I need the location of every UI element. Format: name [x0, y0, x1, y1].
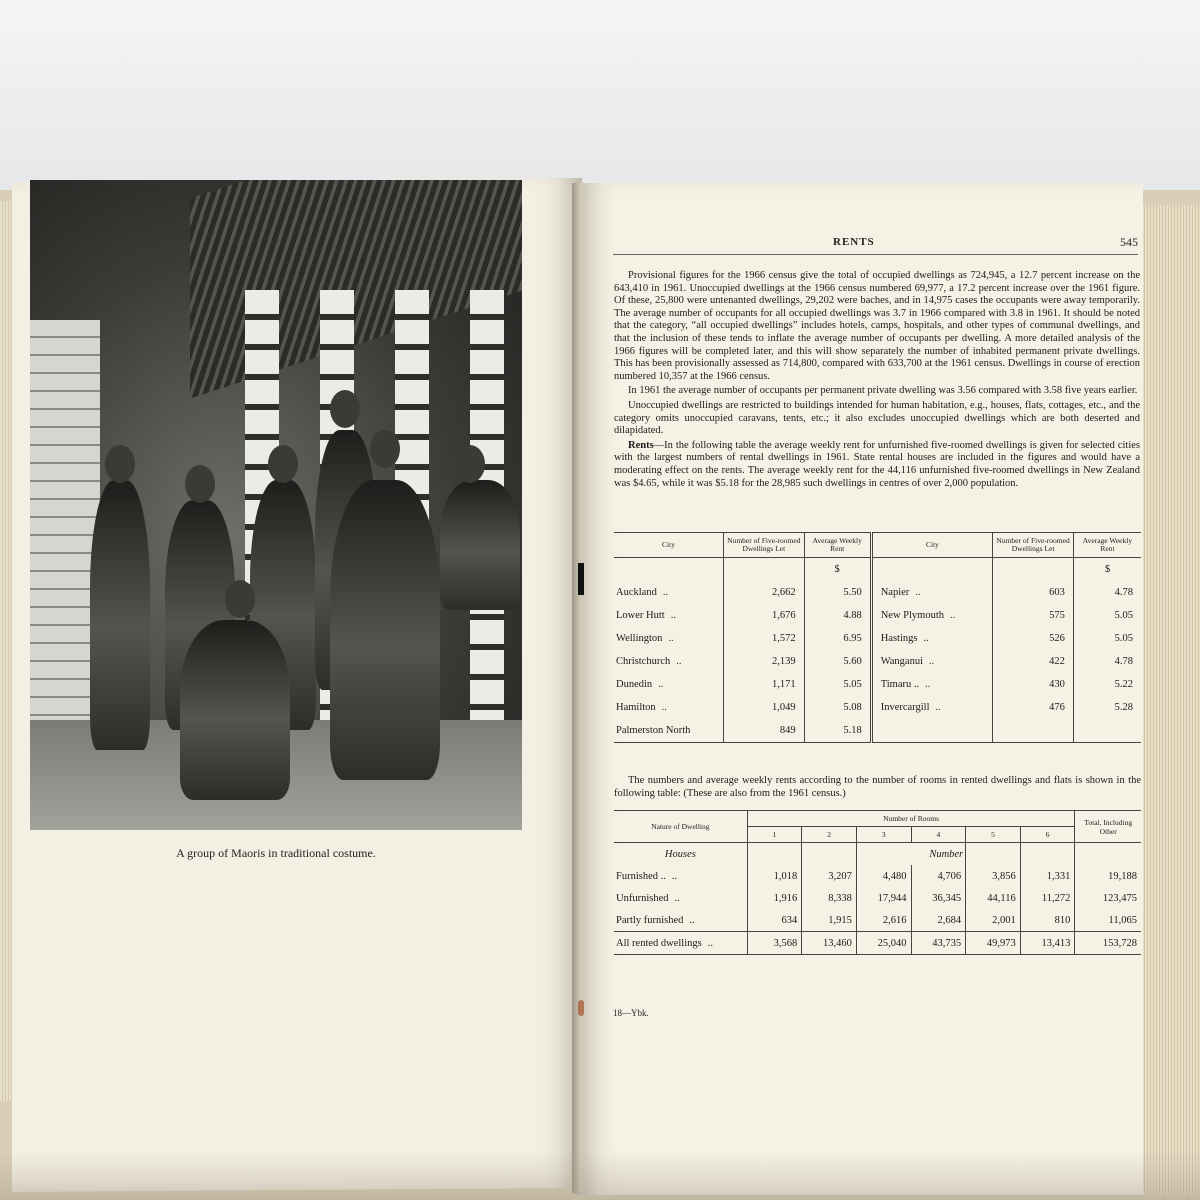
unit-label: $: [804, 558, 871, 582]
room-count: 8,338: [802, 887, 857, 909]
rent-table-row: [614, 604, 1141, 627]
city-cell: [614, 650, 723, 673]
person-head: [185, 465, 215, 503]
rent-table-row: [614, 719, 1141, 743]
weekly-rent: 4.78: [1073, 650, 1141, 673]
room-count: 19,188: [1075, 865, 1141, 887]
room-count: 634: [747, 909, 802, 932]
leader-dots: ..: [915, 587, 921, 598]
city-name: Hastings: [880, 633, 918, 644]
body-text: [614, 270, 1140, 492]
room-count: 13,413: [1020, 932, 1075, 955]
weekly-rent: 6.95: [804, 627, 871, 650]
room-count: 49,973: [966, 932, 1021, 955]
col-header-city: City: [614, 533, 723, 558]
dwellings-count: 1,049: [723, 696, 804, 719]
col-header-rent: Average Weekly Rent: [804, 533, 871, 558]
rooms-table-row: [614, 865, 1141, 887]
weekly-rent: 5.50: [804, 581, 871, 604]
city-name: Christchurch: [616, 656, 671, 667]
dwellings-count: 1,171: [723, 673, 804, 696]
room-count: 123,475: [1075, 887, 1141, 909]
city-cell: [614, 627, 723, 650]
rent-table-row: [614, 627, 1141, 650]
rents-paragraph: [614, 440, 1140, 490]
dwelling-type: Unfurnished: [616, 892, 669, 904]
city-name: Wellington: [616, 633, 663, 644]
city-name: Hamilton: [616, 702, 656, 713]
room-number-header: 1: [747, 827, 802, 843]
bookmark-ribbon: [578, 563, 584, 595]
col-header-rent: Average Weekly Rent: [1073, 533, 1141, 558]
dwellings-count: 476: [993, 696, 1074, 719]
page-stain: [578, 1000, 584, 1016]
dwellings-count: 2,139: [723, 650, 804, 673]
room-count: 1,916: [747, 887, 802, 909]
dwellings-count: 1,572: [723, 627, 804, 650]
rent-table-row: [614, 581, 1141, 604]
unit-row: [614, 558, 1141, 582]
weekly-rent: 4.78: [1073, 581, 1141, 604]
city-cell: [871, 627, 993, 650]
person-head: [268, 445, 298, 483]
leader-dots: ..: [707, 937, 713, 949]
dwellings-count: 1,676: [723, 604, 804, 627]
dwelling-type: Furnished ..: [616, 870, 666, 882]
leader-dots: ..: [662, 587, 669, 598]
room-number-header: 4: [911, 827, 966, 843]
dwelling-type-cell: [614, 932, 747, 955]
dwellings-count: 575: [993, 604, 1074, 627]
weekly-rent: 5.05: [804, 673, 871, 696]
city-name: Auckland: [616, 587, 657, 598]
city-name: Lower Hutt: [616, 610, 665, 621]
maori-group-photograph: [30, 180, 522, 830]
leader-dots: ..: [661, 702, 667, 713]
dwelling-type-cell: [614, 887, 747, 909]
room-count: 36,345: [911, 887, 966, 909]
bottom-shadow: [0, 1150, 1200, 1200]
person-figure: [330, 480, 440, 780]
col-header-nature: Nature of Dwelling: [614, 811, 747, 843]
city-name: Invercargill: [880, 702, 930, 713]
running-title: RENTS: [833, 236, 875, 248]
dwellings-count: 430: [993, 673, 1074, 696]
city-cell: [871, 581, 993, 604]
rooms-table-row: [614, 932, 1141, 955]
city-cell: [871, 650, 993, 673]
city-cell: [614, 696, 723, 719]
city-cell: [871, 696, 993, 719]
room-number-header: 6: [1020, 827, 1075, 843]
room-count: 25,040: [856, 932, 911, 955]
rent-table: [614, 532, 1141, 743]
room-count: 11,065: [1075, 909, 1141, 932]
dwelling-type-cell: [614, 909, 747, 932]
room-count: 3,207: [802, 865, 857, 887]
dwelling-type-cell: [614, 865, 747, 887]
room-count: 810: [1020, 909, 1075, 932]
person-head: [330, 390, 360, 428]
leader-dots: ..: [674, 892, 680, 904]
rent-table-row: [614, 673, 1141, 696]
leader-dots: ..: [668, 633, 674, 644]
room-count: 4,480: [856, 865, 911, 887]
rooms-text: [614, 774, 1141, 800]
city-cell: [614, 719, 723, 743]
city-cell: [871, 604, 993, 627]
person-head: [370, 430, 400, 468]
room-count: 2,684: [911, 909, 966, 932]
page-number: 545: [1120, 235, 1138, 249]
subhead-houses: Houses: [664, 848, 696, 860]
leader-dots: [881, 725, 887, 736]
leader-dots: ..: [925, 679, 931, 690]
city-cell: [871, 719, 993, 743]
rooms-table: [614, 810, 1141, 955]
city-name: Palmerston North: [616, 725, 691, 736]
city-cell: [871, 673, 993, 696]
paragraph: In 1961 the average number of occupants per permanent private dwelling was 3.56 compared with 3.58 five years earlier.: [628, 385, 1138, 397]
person-figure: [90, 480, 150, 750]
city-cell: [614, 673, 723, 696]
room-count: 3,568: [747, 932, 802, 955]
weekly-rent: 5.05: [1073, 604, 1141, 627]
subhead-row: [614, 843, 1141, 866]
room-count: 43,735: [911, 932, 966, 955]
col-header-number: Number of Five-roomed Dwellings Let: [993, 533, 1074, 558]
room-count: 1,331: [1020, 865, 1075, 887]
rooms-table-row: [614, 909, 1141, 932]
city-name: Dunedin: [616, 679, 653, 690]
room-number-header: 5: [966, 827, 1021, 843]
room-count: 2,616: [856, 909, 911, 932]
leader-dots: ..: [658, 679, 664, 690]
room-count: 44,116: [966, 887, 1021, 909]
weekly-rent: 5.05: [1073, 627, 1141, 650]
weekly-rent: 5.28: [1073, 696, 1141, 719]
dwellings-count: [993, 719, 1074, 743]
leader-dots: ..: [929, 656, 935, 667]
city-cell: [614, 604, 723, 627]
photo-caption: A group of Maoris in traditional costume.: [176, 846, 376, 860]
dwellings-count: 603: [993, 581, 1074, 604]
col-header-city: City: [871, 533, 993, 558]
room-count: 2,001: [966, 909, 1021, 932]
city-name: Wanganui: [880, 656, 924, 667]
person-figure: [180, 620, 290, 800]
person-head: [105, 445, 135, 483]
weekly-rent: 4.88: [804, 604, 871, 627]
rent-table-row: [614, 650, 1141, 673]
col-header-total: Total, Including Other: [1075, 811, 1141, 843]
unit-label: $: [1073, 558, 1141, 582]
weekly-rent: 5.08: [804, 696, 871, 719]
rents-lead: Rents: [628, 439, 654, 451]
dwellings-count: 849: [723, 719, 804, 743]
room-count: 17,944: [856, 887, 911, 909]
rent-table-row: [614, 696, 1141, 719]
col-header-rooms: Number of Rooms: [747, 811, 1075, 827]
city-cell: [614, 581, 723, 604]
weekly-rent: [1073, 719, 1141, 743]
paragraph: Provisional figures for the 1966 census give the total of occupied dwellings as 724,945, a 12.7 percent increase on the 643,410 in 1961. Unoccupied dwellings at the 1966 census numbered 69,977, a 17.2 percent increase over the 1961 figure. Of these, 25,800 were untenanted dwellings, 29,202 were baches, and in 14,975 cases the occupants were away temporarily. The average number of occupants for all occupied dwellings was 3.7 in 1966 compared with 3.8 in 1961. It should be noted that the category, “all occupied dwellings” includes hotels, camps, hospitals, and other types of communal dwellings, and that the inclusion of these tends to inflate the average number of occupants per dwelling. A more detailed analysis of the 1966 figures will be completed later, and this will show separately the number of inhabited permanent private dwellings. This has been provisionally assessed as 714,800, compared with 633,700 at the 1961 census. Dwellings in course of erection numbered 10,357 at the 1966 census.: [614, 270, 1140, 382]
room-count: 1,915: [802, 909, 857, 932]
background-wall: [0, 0, 1200, 210]
room-count: 153,728: [1075, 932, 1141, 955]
dwelling-type: All rented dwellings: [616, 937, 702, 949]
leader-dots: ..: [689, 914, 695, 926]
leader-dots: ..: [670, 610, 676, 621]
person-head: [225, 580, 255, 618]
weekly-rent: 5.60: [804, 650, 871, 673]
paragraph: Unoccupied dwellings are restricted to buildings intended for human habitation, e.g., houses, flats, cottages, etc., and the category omits unoccupied caravans, tents, etc.; it also excludes unoccupied dwellings which are both deserted and dilapidated.: [614, 399, 1140, 437]
col-header-number: Number of Five-roomed Dwellings Let: [723, 533, 804, 558]
rooms-paragraph: The numbers and average weekly rents according to the number of rooms in rented dwellings and flats is shown in the following table: (These are also from the 1961 census.): [614, 775, 1141, 799]
room-count: 3,856: [966, 865, 1021, 887]
room-count: 1,018: [747, 865, 802, 887]
subhead-number: Number: [856, 843, 965, 866]
dwellings-count: 2,662: [723, 581, 804, 604]
leader-dots: ..: [676, 656, 682, 667]
leader-dots: [690, 725, 696, 736]
rooms-table-body: [614, 865, 1141, 955]
room-number-header: 3: [856, 827, 911, 843]
running-head: [613, 236, 1138, 255]
leader-dots: ..: [935, 702, 941, 713]
book-gutter: [572, 183, 582, 1193]
person-head: [455, 445, 485, 483]
weekly-rent: 5.18: [804, 719, 871, 743]
city-name: Timaru ..: [880, 679, 920, 690]
room-count: 11,272: [1020, 887, 1075, 909]
dwellings-count: 526: [993, 627, 1074, 650]
room-count: 13,460: [802, 932, 857, 955]
rents-text: —In the following table the average weekly rent for unfurnished five-roomed dwellings is given for selected cities with the largest numbers of rental dwellings in 1961. State rental houses are included in the figures and would have a moderating effect on the rents. The average weekly rent for the 44,116 unfurnished five-roomed dwellings in New Zealand was $4.65, while it was $5.18 for the 28,985 such dwellings in centres of over 2,000 population.: [614, 439, 1140, 489]
leader-dots: ..: [671, 870, 678, 882]
person-figure: [440, 480, 520, 610]
city-name: Napier: [880, 587, 910, 598]
dwellings-count: 422: [993, 650, 1074, 673]
leader-dots: ..: [950, 610, 956, 621]
room-count: 4,706: [911, 865, 966, 887]
weekly-rent: 5.22: [1073, 673, 1141, 696]
dwelling-type: Partly furnished: [616, 914, 684, 926]
rooms-table-row: [614, 887, 1141, 909]
city-name: New Plymouth: [880, 610, 944, 621]
leader-dots: ..: [923, 633, 929, 644]
room-number-header: 2: [802, 827, 857, 843]
rent-table-body: [614, 581, 1141, 743]
footer-mark: 18—Ybk.: [613, 1008, 649, 1018]
